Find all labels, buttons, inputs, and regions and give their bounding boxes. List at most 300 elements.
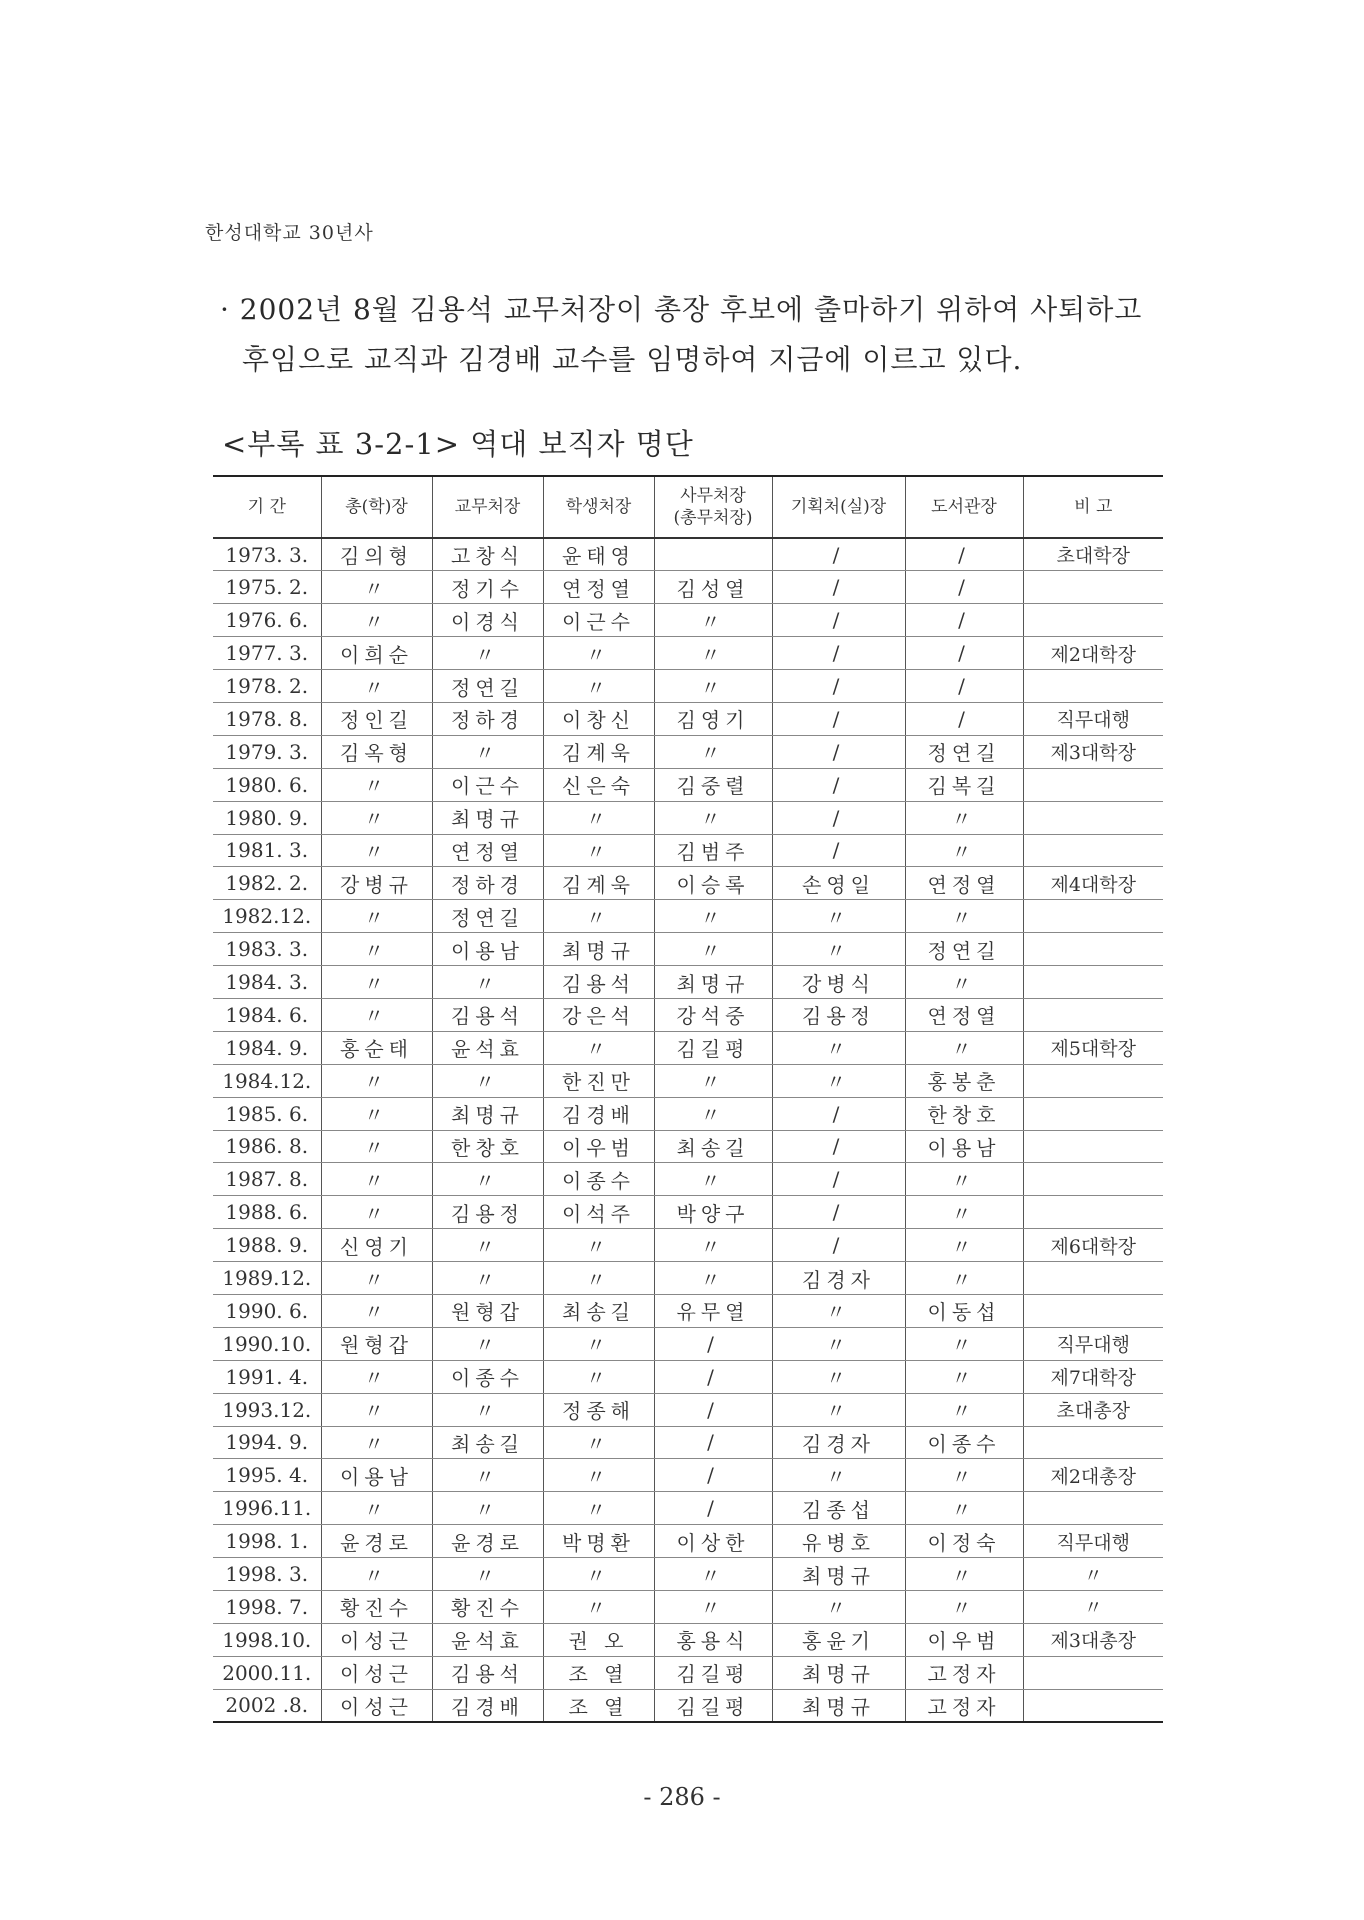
table-row [213, 538, 1163, 571]
table-cell: 정연길 [432, 900, 543, 933]
table-cell: 〃 [321, 571, 432, 604]
table-cell: 이승록 [654, 867, 772, 900]
table-cell: 김길평 [654, 1031, 772, 1064]
table-cell: 〃 [772, 1393, 905, 1426]
table-cell: 〃 [321, 900, 432, 933]
table-cell: 신은숙 [543, 768, 654, 801]
table-cell: 제6대학장 [1023, 1229, 1163, 1262]
table-cell: 〃 [905, 1360, 1023, 1393]
table-row [213, 1262, 1163, 1295]
table-cell: 원형갑 [321, 1327, 432, 1360]
table-cell [1023, 1294, 1163, 1327]
table-row [213, 1623, 1163, 1656]
table-cell: 〃 [654, 604, 772, 637]
table-cell: 윤석효 [432, 1623, 543, 1656]
table-cell: 1985. 6. [213, 1097, 321, 1130]
table-cell: 정연길 [905, 735, 1023, 768]
table-cell: 〃 [321, 834, 432, 867]
table-cell: 〃 [543, 1591, 654, 1624]
table-cell: 〃 [321, 1196, 432, 1229]
header-academic-affairs: 교무처장 [432, 476, 543, 538]
table-cell: 〃 [772, 933, 905, 966]
table-row [213, 867, 1163, 900]
table-cell: / [905, 571, 1023, 604]
table-cell: 김의형 [321, 538, 432, 571]
bullet-paragraph [220, 285, 1180, 385]
table-cell: 〃 [543, 1327, 654, 1360]
table-cell: 〃 [543, 1426, 654, 1459]
table-cell: 연정열 [432, 834, 543, 867]
table-cell: / [772, 801, 905, 834]
table-cell: 〃 [321, 604, 432, 637]
table-cell: 연정열 [905, 867, 1023, 900]
table-cell: 홍봉춘 [905, 1064, 1023, 1097]
table-cell [1023, 571, 1163, 604]
table-row [213, 1031, 1163, 1064]
table-cell: 최명규 [543, 933, 654, 966]
table-cell: 1994. 9. [213, 1426, 321, 1459]
table-cell: 〃 [321, 966, 432, 999]
table-cell: 박명환 [543, 1525, 654, 1558]
table-cell: / [772, 1130, 905, 1163]
table-cell: 조 열 [543, 1689, 654, 1722]
table-cell: 〃 [321, 1426, 432, 1459]
table-cell [1023, 1064, 1163, 1097]
table-cell: / [772, 1196, 905, 1229]
table-body [213, 538, 1163, 1722]
table-cell: 〃 [321, 933, 432, 966]
table-cell: 〃 [905, 1459, 1023, 1492]
table-cell: 〃 [654, 900, 772, 933]
table-cell [1023, 1196, 1163, 1229]
table-cell: 최명규 [432, 801, 543, 834]
table-cell: 〃 [321, 1097, 432, 1130]
table-cell: 강병규 [321, 867, 432, 900]
table-cell: 김용정 [432, 1196, 543, 1229]
table-cell: 홍용식 [654, 1623, 772, 1656]
table-cell: 연정열 [905, 998, 1023, 1031]
table-cell: 1998. 7. [213, 1591, 321, 1624]
table-cell: 〃 [905, 1591, 1023, 1624]
paragraph-line-2: 후임으로 교직과 김경배 교수를 임명하여 지금에 이르고 있다. [242, 343, 1023, 376]
table-cell [1023, 1130, 1163, 1163]
table-cell: 〃 [772, 1327, 905, 1360]
table-cell: / [654, 1459, 772, 1492]
table-cell: 박양구 [654, 1196, 772, 1229]
table-row [213, 1656, 1163, 1689]
table-cell: 제5대학장 [1023, 1031, 1163, 1064]
table-cell: 〃 [654, 933, 772, 966]
table-cell: 〃 [321, 801, 432, 834]
table-cell: 최명규 [772, 1558, 905, 1591]
table-row [213, 735, 1163, 768]
table-cell: 1977. 3. [213, 637, 321, 670]
table-cell: / [654, 1393, 772, 1426]
table-cell: 1988. 9. [213, 1229, 321, 1262]
table-cell: / [905, 702, 1023, 735]
table-cell: 강석중 [654, 998, 772, 1031]
table-cell: 〃 [432, 637, 543, 670]
table-row [213, 1229, 1163, 1262]
table-cell: 이성근 [321, 1656, 432, 1689]
table-cell: 김경배 [543, 1097, 654, 1130]
appointees-table-wrapper [213, 475, 1163, 1723]
table-cell: / [905, 637, 1023, 670]
table-cell: 1984.12. [213, 1064, 321, 1097]
table-cell: 연정열 [543, 571, 654, 604]
table-cell [1023, 1426, 1163, 1459]
table-cell: 〃 [654, 1064, 772, 1097]
table-cell: 〃 [1023, 1591, 1163, 1624]
table-cell: 1976. 6. [213, 604, 321, 637]
table-cell: / [654, 1360, 772, 1393]
table-cell: 〃 [432, 1393, 543, 1426]
table-cell [1023, 1492, 1163, 1525]
table-cell: 1973. 3. [213, 538, 321, 571]
table-row [213, 834, 1163, 867]
table-cell: 제3대총장 [1023, 1623, 1163, 1656]
table-cell: 김용석 [432, 998, 543, 1031]
table-cell: 1984. 3. [213, 966, 321, 999]
table-cell: 〃 [654, 1097, 772, 1130]
table-cell: 〃 [432, 1558, 543, 1591]
table-cell: 이종수 [543, 1163, 654, 1196]
table-cell: 한진만 [543, 1064, 654, 1097]
running-header: 한성대학교 30년사 [205, 222, 374, 244]
table-cell: 이종수 [432, 1360, 543, 1393]
table-cell [654, 538, 772, 571]
table-row [213, 1327, 1163, 1360]
table-cell [1023, 998, 1163, 1031]
table-cell: / [772, 538, 905, 571]
table-cell: 최송길 [432, 1426, 543, 1459]
table-row [213, 933, 1163, 966]
table-cell: 정인길 [321, 702, 432, 735]
table-cell: 정연길 [905, 933, 1023, 966]
table-cell: 김길평 [654, 1689, 772, 1722]
table-cell: 제4대학장 [1023, 867, 1163, 900]
table-cell: 직무대행 [1023, 702, 1163, 735]
table-cell: 〃 [543, 900, 654, 933]
table-cell: 〃 [772, 900, 905, 933]
table-cell: 〃 [543, 1558, 654, 1591]
table-row [213, 801, 1163, 834]
table-cell: 1983. 3. [213, 933, 321, 966]
table-cell: 최명규 [772, 1656, 905, 1689]
table-cell: 유병호 [772, 1525, 905, 1558]
table-cell: 1975. 2. [213, 571, 321, 604]
table-cell: 〃 [432, 1262, 543, 1295]
table-cell [1023, 966, 1163, 999]
table-cell: 정하경 [432, 702, 543, 735]
table-cell: 2000.11. [213, 1656, 321, 1689]
table-cell: 〃 [321, 1294, 432, 1327]
table-row [213, 1558, 1163, 1591]
table-cell: 이창신 [543, 702, 654, 735]
table-cell: 김범주 [654, 834, 772, 867]
header-planning: 기획처(실)장 [772, 476, 905, 538]
table-cell: 〃 [543, 801, 654, 834]
table-cell: 이우범 [905, 1623, 1023, 1656]
page-number: - 286 - [643, 1783, 721, 1811]
table-row [213, 1196, 1163, 1229]
table-cell: 〃 [905, 801, 1023, 834]
table-cell: 최송길 [543, 1294, 654, 1327]
table-cell: 〃 [905, 1262, 1023, 1295]
table-cell: 〃 [905, 834, 1023, 867]
table-cell: 최명규 [432, 1097, 543, 1130]
table-cell: 1990.10. [213, 1327, 321, 1360]
table-cell: 조 열 [543, 1656, 654, 1689]
table-cell [1023, 801, 1163, 834]
table-cell: 손영일 [772, 867, 905, 900]
table-cell: 원형갑 [432, 1294, 543, 1327]
table-cell: 김영기 [654, 702, 772, 735]
table-cell: 강은석 [543, 998, 654, 1031]
table-cell: 〃 [543, 834, 654, 867]
table-cell: 〃 [432, 1163, 543, 1196]
table-cell: 〃 [905, 900, 1023, 933]
table-cell: / [772, 702, 905, 735]
table-cell: 정연길 [432, 670, 543, 703]
table-cell: 김경자 [772, 1262, 905, 1295]
table-cell: 〃 [772, 1294, 905, 1327]
table-cell: 김용석 [543, 966, 654, 999]
table-cell: 1996.11. [213, 1492, 321, 1525]
table-cell: 1982. 2. [213, 867, 321, 900]
table-cell [1023, 604, 1163, 637]
table-cell: 김성열 [654, 571, 772, 604]
table-cell: 윤경로 [321, 1525, 432, 1558]
table-cell: 〃 [654, 1558, 772, 1591]
table-cell: 제3대학장 [1023, 735, 1163, 768]
table-cell: 1978. 8. [213, 702, 321, 735]
table-cell: 한창호 [905, 1097, 1023, 1130]
table-cell: 홍순태 [321, 1031, 432, 1064]
table-cell: 1982.12. [213, 900, 321, 933]
table-cell: 1991. 4. [213, 1360, 321, 1393]
table-cell: 〃 [321, 998, 432, 1031]
table-cell: / [772, 1163, 905, 1196]
table-cell: 고정자 [905, 1689, 1023, 1722]
header-general-affairs: 사무처장 (총무처장) [654, 476, 772, 538]
table-row [213, 604, 1163, 637]
table-cell: 이용남 [905, 1130, 1023, 1163]
table-cell: 정기수 [432, 571, 543, 604]
table-cell: 이근수 [432, 768, 543, 801]
table-cell: 〃 [654, 670, 772, 703]
table-cell: 1986. 8. [213, 1130, 321, 1163]
table-cell: 〃 [432, 1459, 543, 1492]
table-cell: 〃 [543, 670, 654, 703]
table-cell: 이경식 [432, 604, 543, 637]
table-cell: / [772, 604, 905, 637]
table-cell: 이성근 [321, 1689, 432, 1722]
table-cell: 이용남 [432, 933, 543, 966]
table-cell: 〃 [543, 637, 654, 670]
table-cell: 〃 [654, 1262, 772, 1295]
table-cell: 〃 [432, 966, 543, 999]
table-cell: 정종해 [543, 1393, 654, 1426]
table-cell: 〃 [905, 966, 1023, 999]
table-cell: 〃 [654, 1591, 772, 1624]
table-cell: 윤태영 [543, 538, 654, 571]
table-cell: 황진수 [432, 1591, 543, 1624]
table-cell: 〃 [905, 1327, 1023, 1360]
table-header-row [213, 476, 1163, 538]
table-row [213, 1492, 1163, 1525]
table-cell: 1980. 9. [213, 801, 321, 834]
table-cell: 〃 [321, 1262, 432, 1295]
table-cell: 〃 [543, 1229, 654, 1262]
table-cell: 〃 [432, 1492, 543, 1525]
table-cell: / [772, 571, 905, 604]
table-row [213, 1294, 1163, 1327]
table-cell: 〃 [654, 1229, 772, 1262]
table-cell: 〃 [543, 1360, 654, 1393]
table-cell: 이종수 [905, 1426, 1023, 1459]
table-cell: 1993.12. [213, 1393, 321, 1426]
table-cell: / [772, 735, 905, 768]
table-cell: 최명규 [654, 966, 772, 999]
table-row [213, 702, 1163, 735]
table-cell: 〃 [321, 1130, 432, 1163]
table-cell: 〃 [905, 1393, 1023, 1426]
table-cell: 〃 [772, 1591, 905, 1624]
table-row [213, 1064, 1163, 1097]
table-cell: 〃 [905, 1163, 1023, 1196]
table-cell: / [905, 670, 1023, 703]
table-cell: 1981. 3. [213, 834, 321, 867]
table-cell: 〃 [654, 801, 772, 834]
table-cell: 한창호 [432, 1130, 543, 1163]
table-cell [1023, 1097, 1163, 1130]
table-cell: 〃 [543, 1492, 654, 1525]
table-cell: 〃 [654, 1163, 772, 1196]
table-cell: 김복길 [905, 768, 1023, 801]
table-cell: 유무열 [654, 1294, 772, 1327]
table-cell: 강병식 [772, 966, 905, 999]
table-cell: 〃 [905, 1196, 1023, 1229]
table-cell: 직무대행 [1023, 1525, 1163, 1558]
table-cell: / [772, 768, 905, 801]
table-cell: 1990. 6. [213, 1294, 321, 1327]
table-cell: / [654, 1327, 772, 1360]
table-cell [1023, 768, 1163, 801]
table-cell: 〃 [905, 1558, 1023, 1591]
table-cell: 최송길 [654, 1130, 772, 1163]
table-cell: 윤석효 [432, 1031, 543, 1064]
table-cell: 고창식 [432, 538, 543, 571]
table-cell: 1998. 3. [213, 1558, 321, 1591]
table-cell: 1998. 1. [213, 1525, 321, 1558]
table-cell: 이성근 [321, 1623, 432, 1656]
table-cell [1023, 1656, 1163, 1689]
table-cell: 〃 [321, 1064, 432, 1097]
table-cell: 〃 [321, 1393, 432, 1426]
table-row [213, 1130, 1163, 1163]
table-row [213, 571, 1163, 604]
table-cell: 신영기 [321, 1229, 432, 1262]
table-cell [1023, 933, 1163, 966]
table-cell: 김용석 [432, 1656, 543, 1689]
table-cell: 〃 [543, 1459, 654, 1492]
table-row [213, 1097, 1163, 1130]
table-cell: 〃 [321, 1558, 432, 1591]
table-row [213, 1591, 1163, 1624]
table-cell: 김옥형 [321, 735, 432, 768]
header-remarks: 비 고 [1023, 476, 1163, 538]
table-row [213, 1426, 1163, 1459]
table-cell: / [772, 834, 905, 867]
table-cell: 홍윤기 [772, 1623, 905, 1656]
table-cell [1023, 1163, 1163, 1196]
table-cell: 제2대학장 [1023, 637, 1163, 670]
table-cell: 〃 [321, 768, 432, 801]
table-cell: 1995. 4. [213, 1459, 321, 1492]
appointees-table [213, 475, 1163, 1723]
table-cell: 2002 .8. [213, 1689, 321, 1722]
table-cell: 〃 [321, 670, 432, 703]
table-cell: 〃 [654, 637, 772, 670]
table-cell: 제7대학장 [1023, 1360, 1163, 1393]
table-cell [1023, 900, 1163, 933]
table-cell: / [654, 1492, 772, 1525]
table-cell: 김용정 [772, 998, 905, 1031]
table-cell: 직무대행 [1023, 1327, 1163, 1360]
table-row [213, 1360, 1163, 1393]
table-cell: 제2대총장 [1023, 1459, 1163, 1492]
table-cell: 〃 [432, 735, 543, 768]
table-row [213, 1163, 1163, 1196]
table-cell: 〃 [321, 1492, 432, 1525]
table-row [213, 1393, 1163, 1426]
table-row [213, 768, 1163, 801]
table-cell: / [772, 637, 905, 670]
table-cell: 이희순 [321, 637, 432, 670]
table-cell: 〃 [772, 1360, 905, 1393]
table-cell: 〃 [543, 1031, 654, 1064]
table-cell: / [654, 1426, 772, 1459]
table-cell: 〃 [432, 1327, 543, 1360]
header-student-affairs: 학생처장 [543, 476, 654, 538]
table-cell: / [772, 670, 905, 703]
table-cell: 정하경 [432, 867, 543, 900]
table-cell: 김계욱 [543, 735, 654, 768]
table-row [213, 1525, 1163, 1558]
table-cell: 〃 [905, 1492, 1023, 1525]
table-cell: 김경자 [772, 1426, 905, 1459]
table-cell: 〃 [1023, 1558, 1163, 1591]
table-cell: 〃 [772, 1031, 905, 1064]
table-cell: 이우범 [543, 1130, 654, 1163]
table-cell: 김중렬 [654, 768, 772, 801]
table-row [213, 900, 1163, 933]
table-cell: 이정숙 [905, 1525, 1023, 1558]
table-cell: 〃 [321, 1163, 432, 1196]
table-row [213, 1459, 1163, 1492]
table-row [213, 998, 1163, 1031]
table-row [213, 966, 1163, 999]
table-cell: 이동섭 [905, 1294, 1023, 1327]
header-president: 총(학)장 [321, 476, 432, 538]
table-cell: 이근수 [543, 604, 654, 637]
table-row [213, 1689, 1163, 1722]
table-cell: 1984. 9. [213, 1031, 321, 1064]
table-row [213, 637, 1163, 670]
table-row [213, 670, 1163, 703]
table-cell: 1989.12. [213, 1262, 321, 1295]
